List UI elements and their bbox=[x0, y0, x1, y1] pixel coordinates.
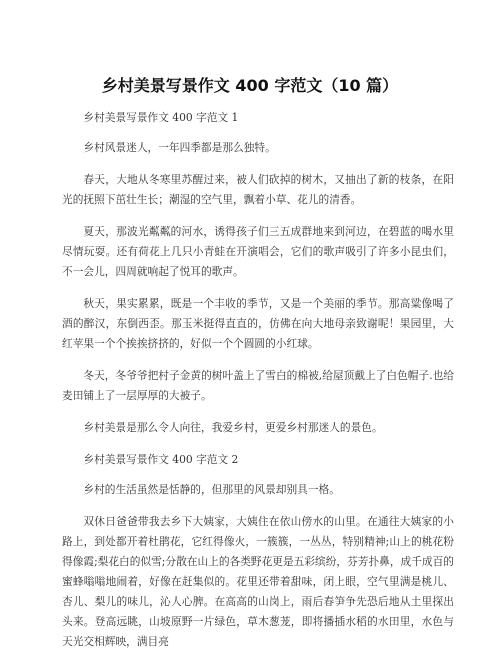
paragraph-summer: 夏天，那波光粼粼的河水，诱得孩子们三五成群地来到河边，在碧蓝的喝水里尽情玩耍。还有荷花上几只小青蛙在开演唱会，它们的歌声吸引了许多小昆虫们，不一会儿，四周就响起了悦耳的歌声。 bbox=[62, 225, 454, 278]
paragraph-winter: 冬天，冬爷爷把村子金黄的树叶盖上了雪白的棉被,给屋顶戴上了白色帽子.也给麦田铺上了一层厚厚的大被子。 bbox=[62, 369, 454, 402]
paragraph-intro-2: 乡村的生活虽然是恬静的，但那里的风景却别具一格。 bbox=[83, 483, 340, 496]
essay-heading-2: 乡村美景写景作文 400 字范文 2 bbox=[83, 453, 239, 466]
paragraph-visit: 双休日爸爸带我去乡下大姨家，大姨住在依山傍水的山里。在通往大姨家的小路上，到处都开着杜鹃花，它红得像火，一簇簇，一丛丛，特别精神;山上的桃花粉得像霞;梨花白的似雪;分散在山上的各类野花更是五彩缤纷，芬芳扑鼻，成千成百的蜜蜂嗡嗡地闹着，好像在赶集似的。花里还带着甜味，闭上眼，空气里满是桃儿、杏儿、梨儿的味儿，沁人心脾。在高高的山岗上，雨后春笋争先恐后地从土里探出头来。登高远眺，山坡原野一片绿色，草木葱茏，即将播插水稻的水田里，水色与天光交相辉映，满目亮 bbox=[62, 515, 454, 648]
essay-heading-1: 乡村美景写景作文 400 字范文 1 bbox=[83, 111, 239, 124]
document-body bbox=[62, 108, 454, 664]
document-title: 乡村美景写景作文 400 字范文（10 篇） bbox=[101, 76, 399, 95]
paragraph-spring: 春天，大地从冬寒里苏醒过来，被人们砍掉的树木，又抽出了新的枝条，在阳光的抚照下茁壮生长；潮湿的空气里，飘着小草、花儿的清香。 bbox=[62, 173, 454, 206]
paragraph-intro: 乡村风景迷人，一年四季都是那么独特。 bbox=[83, 141, 276, 154]
paragraph-autumn: 秋天，果实累累，既是一个丰收的季节，又是一个美丽的季节。那高粱像喝了酒的醉汉，东倒西歪。那玉米挺得直直的，仿佛在向大地母亲致谢呢！果园里，大红苹果一个个挨挨挤挤的，好似一个个圆圆的小红球。 bbox=[62, 297, 454, 350]
paragraph-conclusion: 乡村美景是那么令人向往，我爱乡村，更爱乡村那迷人的景色。 bbox=[83, 421, 383, 434]
